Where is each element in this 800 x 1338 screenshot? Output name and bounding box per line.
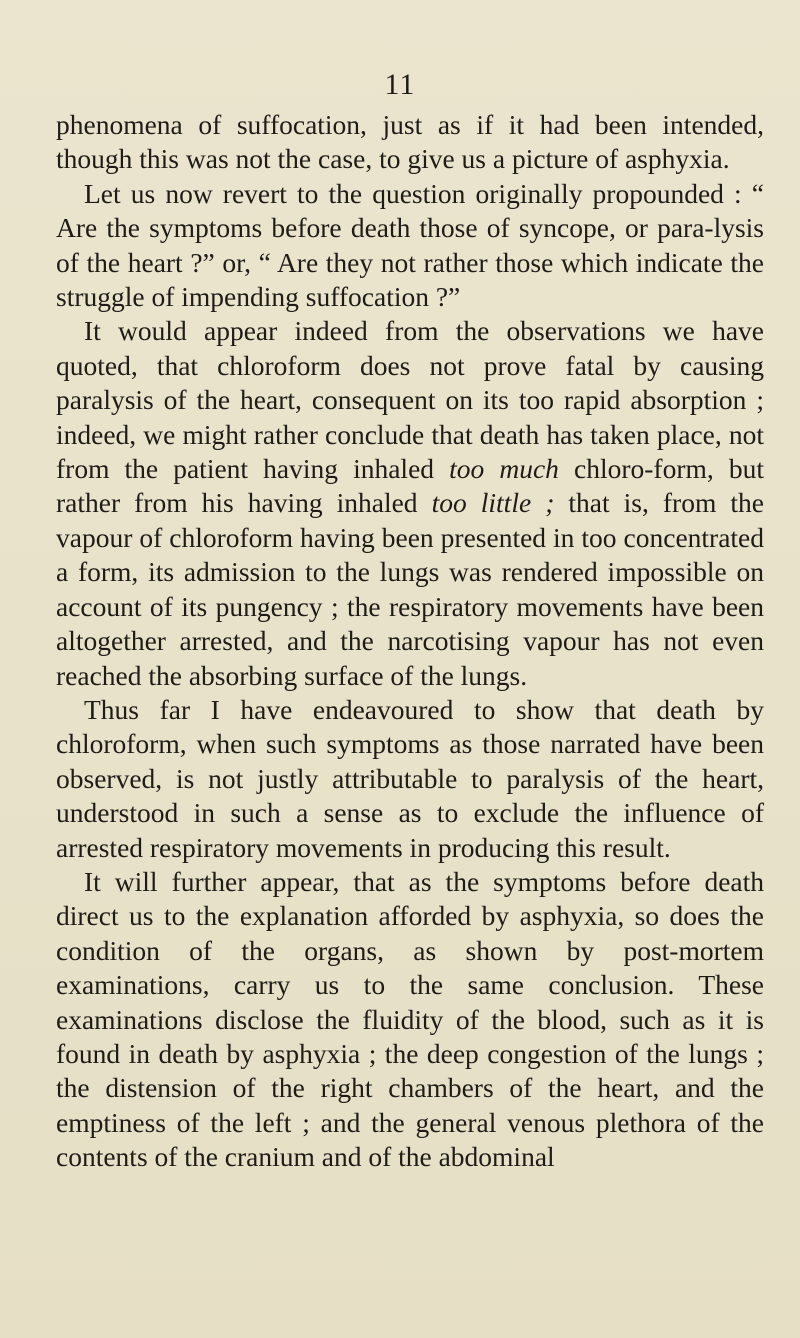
- text-segment: Thus far I have endeavoured to show that death by chloroform, when such symptoms as those narrated have been observed, is not justly attributable to paralysis of the heart, understood in such a sense as to exclude the influence of arrested respiratory movements in producing this result.: [56, 693, 764, 863]
- italic-text-segment: too little ;: [431, 487, 555, 519]
- italic-text-segment: too much: [449, 453, 559, 485]
- paragraph: [56, 865, 764, 1175]
- body-text: [56, 108, 764, 1175]
- paragraph: [56, 177, 764, 315]
- paragraph: [56, 108, 764, 177]
- page-number: 11: [384, 68, 416, 101]
- paragraph: [56, 314, 764, 692]
- text-segment: Let us now revert to the question originally propounded : “ Are the symptoms before death those of syncope, or para-lysis of the heart ?” or, “ Are they not rather those which indicate the struggle of impending suffocation ?”: [56, 177, 764, 313]
- text-segment: that is, from the vapour of chloroform having been presented in too concentrated a form, its admission to the lungs was rendered impossible on account of its pungency ; the respiratory movements have been altogether arrested, and the narcotising vapour has not even reached the absorbing surface of the lungs.: [56, 487, 764, 691]
- text-segment: phenomena of suffocation, just as if it had been intended, though this was not the case, to give us a picture of asphyxia.: [56, 109, 764, 175]
- text-segment: chloro-form, but rather from his having inhaled: [56, 453, 764, 519]
- paragraph: [56, 693, 764, 865]
- text-segment: It would appear indeed from the observations we have quoted, that chloroform does not prove fatal by causing paralysis of the heart, consequent on its too rapid absorption ; indeed, we might rather conclude that death has taken place, not from the patient having inhaled: [56, 315, 764, 485]
- text-segment: It will further appear, that as the symptoms before death direct us to the explanation afforded by asphyxia, so does the condition of the organs, as shown by post-mortem examinations, carry us to the same conclusion. These examinations disclose the fluidity of the blood, such as it is found in death by asphyxia ; the deep congestion of the lungs ; the distension of the right chambers of the heart, and the emptiness of the left ; and the general venous plethora of the contents of the cranium and of the abdominal: [56, 865, 764, 1173]
